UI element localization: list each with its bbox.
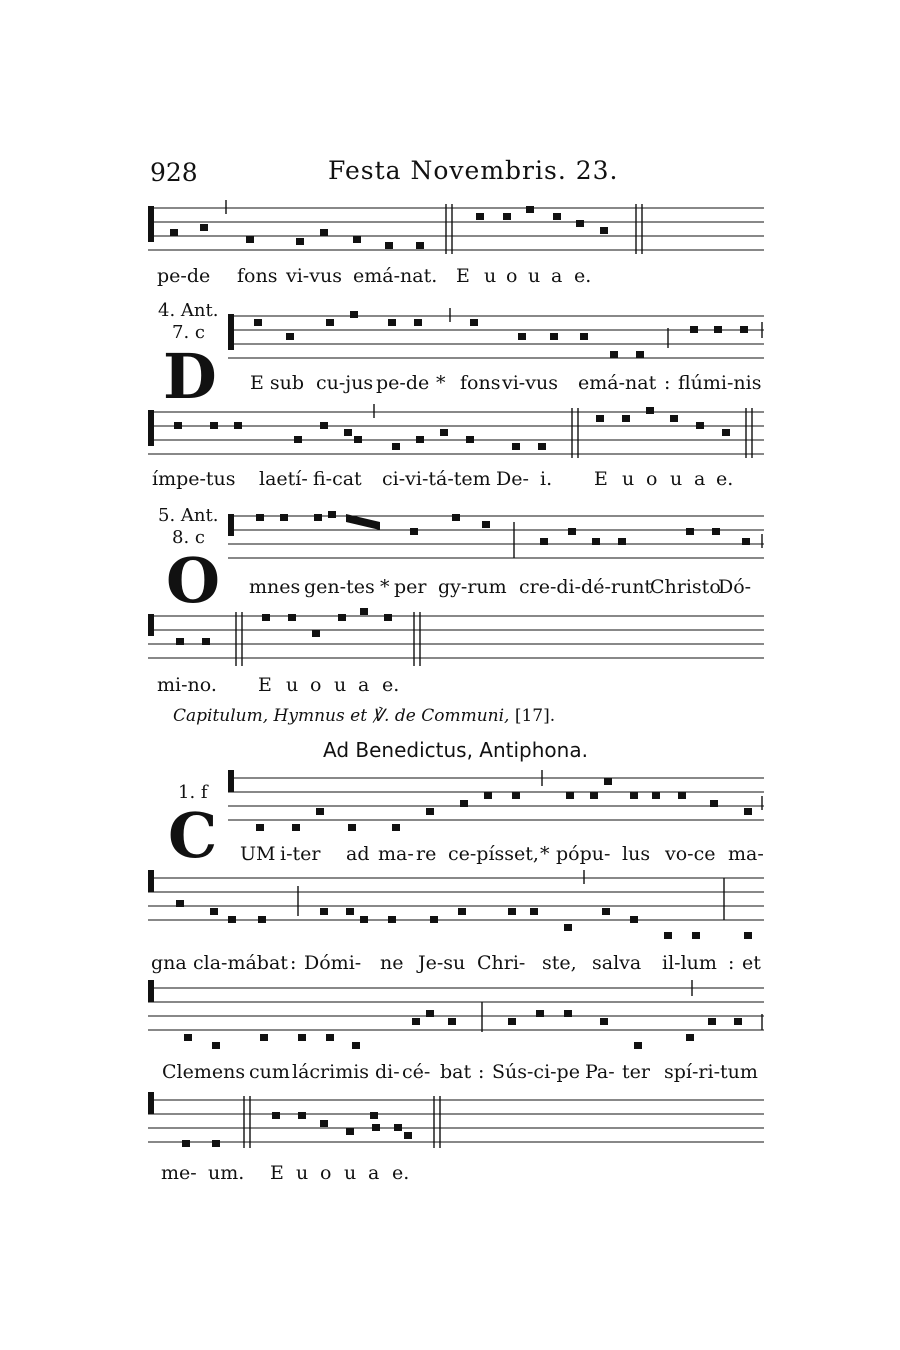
lyric-syllable: ad — [346, 843, 370, 865]
lyric-syllable: ci-vi-tá-tem — [382, 468, 491, 490]
lyric-syllable: : — [478, 1061, 485, 1083]
lyric-syllable: il-lum — [662, 952, 717, 974]
page-title: Festa Novembris. 23. — [328, 156, 619, 185]
lyric-syllable: vo-ce — [665, 843, 716, 865]
lyric-syllable: Chri- — [477, 952, 526, 974]
lyric-syllable: fons — [460, 372, 501, 394]
lyric-syllable: ter — [622, 1061, 650, 1083]
lyric-syllable: ma- — [378, 843, 414, 865]
rubric-reference: [17]. — [514, 706, 556, 726]
lyric-syllable: De- — [496, 468, 529, 490]
lyric-syllable: UM — [240, 843, 276, 865]
lyric-syllable: u — [344, 1162, 357, 1184]
lyric-syllable: bat — [440, 1061, 472, 1083]
lyric-syllable: et — [742, 952, 761, 974]
staff-system-1 — [148, 200, 768, 260]
lyric-syllable: * — [380, 576, 390, 598]
staff-antiphon-4-line-2 — [148, 404, 768, 464]
lyric-syllable: di- — [375, 1061, 400, 1083]
lyric-syllable: laetí- — [259, 468, 308, 490]
initial-capital: C — [168, 799, 218, 872]
section-heading: Ad Benedictus, Antiphona. — [323, 738, 588, 762]
lyric-syllable: spí-ri-tum — [664, 1061, 758, 1083]
lyric-syllable: i-ter — [280, 843, 321, 865]
staff-benedictus-line-1 — [228, 770, 768, 836]
lyric-syllable: : — [664, 372, 671, 394]
rubric-note — [173, 706, 555, 726]
lyric-syllable: E — [456, 265, 470, 287]
lyric-syllable: pe-de — [157, 265, 211, 287]
initial-capital: O — [166, 544, 221, 617]
lyric-syllable: um. — [208, 1162, 245, 1184]
lyric-syllable: Pa- — [585, 1061, 615, 1083]
lyric-syllable: vi-vus — [286, 265, 342, 287]
lyric-syllable: Je-su — [418, 952, 466, 974]
lyric-syllable: Clemens — [162, 1061, 246, 1083]
lyric-syllable: emá-nat — [578, 372, 657, 394]
antiphon-mode: 8. c — [172, 527, 205, 548]
lyric-syllable: cre-di-dé-runt — [519, 576, 653, 598]
lyric-syllable: u — [296, 1162, 309, 1184]
staff-benedictus-line-2 — [148, 870, 768, 942]
lyric-syllable: lus — [622, 843, 651, 865]
staff-benedictus-line-4 — [148, 1092, 768, 1152]
antiphon-number: 5. Ant. — [158, 505, 219, 526]
rubric-text: Capitulum, Hymnus et ℣. de Communi, — [173, 706, 510, 726]
lyric-syllable: Sús-ci-pe — [492, 1061, 580, 1083]
lyric-syllable: mi-no. — [157, 674, 217, 696]
initial-capital: D — [163, 340, 217, 413]
lyric-syllable: E — [258, 674, 272, 696]
lyric-syllable: ste, — [542, 952, 577, 974]
lyric-syllable: u — [670, 468, 683, 490]
lyric-syllable: ma- — [728, 843, 764, 865]
lyric-syllable: a — [694, 468, 706, 490]
lyric-syllable: pópu- — [556, 843, 611, 865]
lyric-syllable: e. — [392, 1162, 410, 1184]
lyric-syllable: gna — [151, 952, 187, 974]
lyric-syllable: o — [320, 1162, 332, 1184]
lyric-syllable: gen-tes — [304, 576, 375, 598]
lyric-syllable: per — [394, 576, 427, 598]
lyric-syllable: u — [484, 265, 497, 287]
lyric-syllable: me- — [161, 1162, 197, 1184]
lyric-syllable: a — [368, 1162, 380, 1184]
lyric-syllable: * — [436, 372, 446, 394]
lyric-syllable: E sub — [250, 372, 305, 394]
lyric-syllable: a — [551, 265, 563, 287]
lyric-syllable: cum — [249, 1061, 290, 1083]
lyric-syllable: e. — [382, 674, 400, 696]
lyric-syllable: u — [286, 674, 299, 696]
lyric-syllable: : — [728, 952, 735, 974]
page-number: 928 — [150, 158, 198, 187]
lyric-syllable: Dó- — [718, 576, 752, 598]
lyric-syllable: u — [622, 468, 635, 490]
lyric-syllable: mnes — [249, 576, 301, 598]
lyric-syllable: cla-mábat — [193, 952, 288, 974]
lyric-syllable: u — [528, 265, 541, 287]
lyric-syllable: salva — [592, 952, 642, 974]
antiphon-mode: 7. c — [172, 322, 205, 343]
lyric-syllable: lácrimis — [292, 1061, 370, 1083]
lyric-syllable: o — [310, 674, 322, 696]
lyric-syllable: e. — [716, 468, 734, 490]
lyric-syllable: e. — [574, 265, 592, 287]
staff-antiphon-5-line-2 — [148, 608, 768, 668]
lyric-syllable: flúmi-nis — [678, 372, 762, 394]
lyric-syllable: a — [358, 674, 370, 696]
staff-benedictus-line-3 — [148, 980, 768, 1052]
lyric-syllable: pe-de — [376, 372, 430, 394]
antiphon-number: 4. Ant. — [158, 300, 219, 321]
lyric-syllable: ímpe-tus — [152, 468, 236, 490]
lyric-syllable: fons — [237, 265, 278, 287]
lyric-syllable: vi-vus — [502, 372, 558, 394]
lyric-syllable: i. — [540, 468, 553, 490]
antiphon-mode: 1. f — [178, 782, 208, 803]
lyric-syllable: cé- — [402, 1061, 431, 1083]
lyric-syllable: gy-rum — [438, 576, 507, 598]
lyric-syllable: ne — [380, 952, 404, 974]
lyric-syllable: * — [540, 843, 550, 865]
lyric-syllable: cu-jus — [316, 372, 374, 394]
lyric-syllable: Dómi- — [304, 952, 362, 974]
lyric-syllable: re — [416, 843, 437, 865]
lyric-syllable: E — [594, 468, 608, 490]
staff-antiphon-5-line-1 — [228, 508, 768, 568]
lyric-syllable: emá-nat. — [353, 265, 438, 287]
staff-antiphon-4-line-1 — [228, 308, 768, 368]
lyric-syllable: fi-cat — [313, 468, 362, 490]
lyric-syllable: Christo — [650, 576, 721, 598]
lyric-syllable: o — [506, 265, 518, 287]
lyric-syllable: : — [290, 952, 297, 974]
lyric-syllable: u — [334, 674, 347, 696]
lyric-syllable: E — [270, 1162, 284, 1184]
lyric-syllable: o — [646, 468, 658, 490]
lyric-syllable: ce-písset, — [448, 843, 539, 865]
